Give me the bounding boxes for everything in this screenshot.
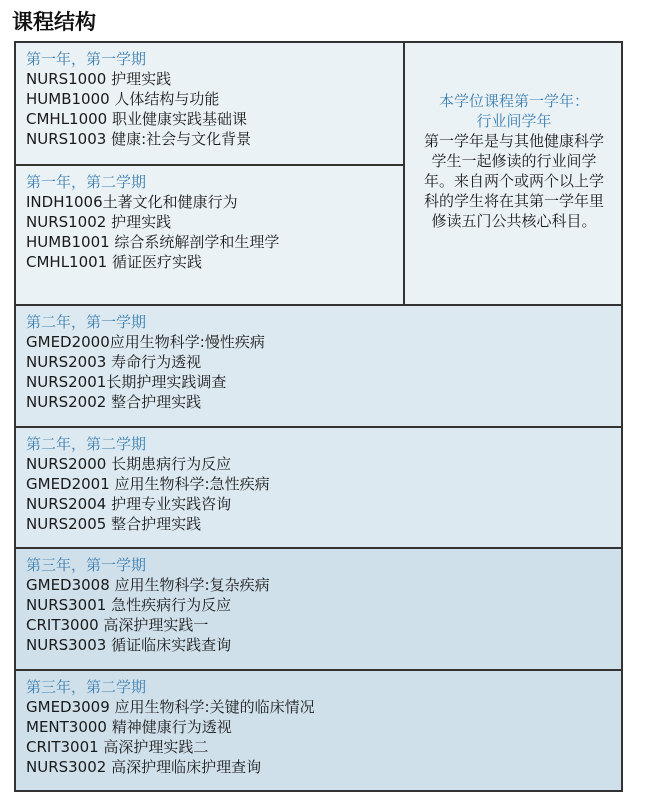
course-item: CMHL1000 职业健康实践基础课 [26, 110, 247, 128]
course-item: NURS2003 寿命行为透视 [26, 353, 202, 371]
course-item: HUMB1001 综合系统解剖学和生理学 [26, 233, 280, 251]
course-item: NURS1003 健康:社会与文化背景 [26, 130, 252, 148]
course-item: NURS3001 急性疾病行为反应 [26, 596, 232, 614]
term-box-y2-s1 [14, 304, 623, 428]
course-item: MENT3000 精神健康行为透视 [26, 718, 232, 736]
course-item: NURS2001长期护理实践调查 [26, 373, 227, 391]
course-item: GMED3009 应用生物科学:关键的临床情况 [26, 698, 315, 716]
term-label: 第三年，第二学期 [26, 678, 147, 696]
term-label: 第三年，第一学期 [26, 556, 147, 574]
term-label: 第二年，第一学期 [26, 313, 147, 331]
course-item: NURS3002 高深护理临床护理查询 [26, 758, 262, 776]
course-item: CMHL1001 循证医疗实践 [26, 253, 202, 271]
note-body: 第一学年是与其他健康科学学生一起修读的行业间学年。来自两个或两个以上学科的学生将在其第一学年里修读五门公共核心科目。 [423, 132, 604, 230]
course-item: CRIT3001 高深护理实践二 [26, 738, 209, 756]
course-item: GMED3008 应用生物科学:复杂疾病 [26, 576, 270, 594]
term-label: 第一年，第一学期 [26, 50, 147, 68]
term-box-y2-s2 [14, 426, 623, 549]
interprofessional-year-note [403, 41, 623, 306]
term-box-y3-s1 [14, 547, 623, 671]
course-item: NURS2005 整合护理实践 [26, 515, 202, 533]
course-item: NURS1000 护理实践 [26, 70, 172, 88]
course-item: GMED2000应用生物科学:慢性疾病 [26, 333, 265, 351]
course-item: NURS2000 长期患病行为反应 [26, 455, 232, 473]
course-item: NURS3003 循证临床实践查询 [26, 636, 232, 654]
course-item: GMED2001 应用生物科学:急性疾病 [26, 475, 270, 493]
course-item: INDH1006土著文化和健康行为 [26, 193, 238, 211]
course-item: HUMB1000 人体结构与功能 [26, 90, 220, 108]
term-box-y3-s2 [14, 669, 623, 792]
course-item: NURS2004 护理专业实践咨询 [26, 495, 232, 513]
course-item: CRIT3000 高深护理实践一 [26, 616, 209, 634]
term-box-y1-s1 [14, 41, 405, 166]
note-heading-line-2: 行业间学年 [476, 112, 552, 130]
term-box-y1-s2 [14, 164, 405, 306]
page-title: 课程结构 [12, 10, 96, 34]
note-heading-line-1: 本学位课程第一学年： [438, 92, 589, 110]
term-label: 第二年，第二学期 [26, 435, 147, 453]
course-item: NURS1002 护理实践 [26, 213, 172, 231]
term-label: 第一年，第二学期 [26, 173, 147, 191]
course-item: NURS2002 整合护理实践 [26, 393, 202, 411]
